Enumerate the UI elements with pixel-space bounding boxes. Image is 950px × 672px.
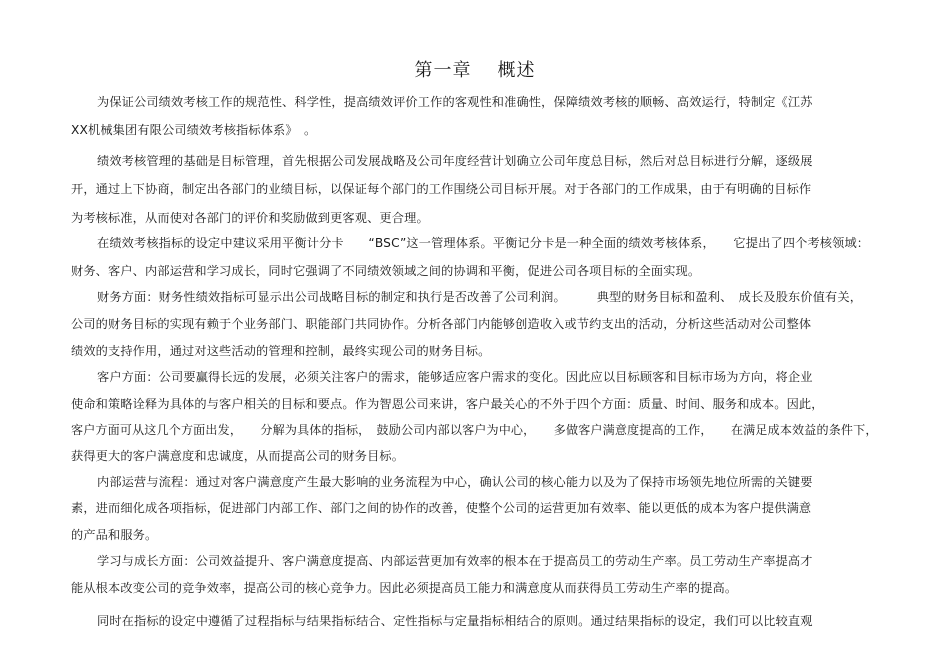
- paragraph-2-line-1: 绩效考核管理的基础是目标管理，首先根据公司发展战略及公司年度经营计划确立公司年度总目标，然后对总目标进行分解，逐级展: [97, 154, 813, 168]
- chapter-number: 第一章: [414, 60, 472, 81]
- paragraph-7-line-1: 学习与成长方面：公司效益提升、客户满意度提高、内部运营更加有效率的根本在于提高员工的劳动生产率。员工劳动生产率提高才: [97, 554, 813, 568]
- paragraph-5-line-3: 客户方面可从这几个方面出发， 分解为具体的指标， 鼓励公司内部以客户为中心， 多做客户满意度提高的工作， 在满足成本效益的条件下，: [71, 423, 878, 437]
- paragraph-1-line-2: XX机械集团有限公司绩效考核指标体系》 。: [71, 123, 317, 137]
- paragraph-2-line-3: 为考核标准，从而使对各部门的评价和奖励做到更客观、更合理。: [71, 211, 429, 225]
- paragraph-5-line-4: 获得更大的客户满意度和忠诚度，从而提高公司的财务目标。: [71, 449, 405, 463]
- paragraph-5-line-2: 使命和策略诠释为具体的与客户相关的目标和要点。作为智恩公司来讲，客户最关心的不外于四个方面：质量、时间、服务和成本。因此，: [71, 397, 824, 411]
- paragraph-1-line-1: 为保证公司绩效考核工作的规范性、科学性，提高绩效评价工作的客观性和准确性，保障绩效考核的顺畅、高效运行，特制定《江苏: [97, 95, 813, 109]
- paragraph-6-line-1: 内部运营与流程：通过对客户满意度产生最大影响的业务流程为中心，确认公司的核心能力以及为了保持市场领先地位所需的关键要: [97, 475, 813, 489]
- paragraph-5-line-1: 客户方面：公司要赢得长远的发展，必须关注客户的需求，能够适应客户需求的变化。因此应以目标顾客和目标市场为方向，将企业: [97, 370, 813, 384]
- chapter-name: 概述: [497, 60, 536, 81]
- paragraph-4-line-2: 公司的财务目标的实现有赖于个业务部门、职能部门共同协作。分析各部门内能够创造收入或节约支出的活动，分析这些活动对公司整体: [71, 317, 812, 331]
- paragraph-6-line-2: 素，进而细化成各项指标，促进部门内部工作、部门之间的协作的改善，使整个公司的运营更加有效率、能以更低的成本为客户提供满意: [71, 501, 812, 515]
- paragraph-4-line-1: 财务方面：财务性绩效指标可显示出公司战略目标的制定和执行是否改善了公司利润。 典型的财务目标和盈利、 成长及股东价值有关，: [97, 290, 863, 304]
- chapter-title: [0, 58, 950, 84]
- paragraph-2-line-2: 开，通过上下协商，制定出各部门的业绩目标，以保证每个部门的工作围绕公司目标开展。对于各部门的工作成果，由于有明确的目标作: [71, 182, 812, 196]
- paragraph-3-line-2: 财务、客户、内部运营和学习成长，同时它强调了不同绩效领域之间的协调和平衡，促进公司各项目标的全面实现。: [71, 264, 701, 278]
- paragraph-3-line-1: 在绩效考核指标的设定中建议采用平衡计分卡 “BSC”这一管理体系。平衡记分卡是一种全面的绩效考核体系， 它提出了四个考核领域：: [97, 236, 870, 250]
- paragraph-7-line-2: 能从根本改变公司的竞争效率，提高公司的核心竞争力。因此必须提高员工能力和满意度从而获得员工劳动生产率的提高。: [71, 581, 738, 595]
- paragraph-4-line-3: 绩效的支持作用，通过对这些活动的管理和控制，最终实现公司的财务目标。: [71, 344, 491, 358]
- paragraph-8-line-1: 同时在指标的设定中遵循了过程指标与结果指标结合、定性指标与定量指标相结合的原则。通过结果指标的设定，我们可以比较直观: [97, 614, 813, 628]
- paragraph-6-line-3: 的产品和服务。: [71, 528, 158, 542]
